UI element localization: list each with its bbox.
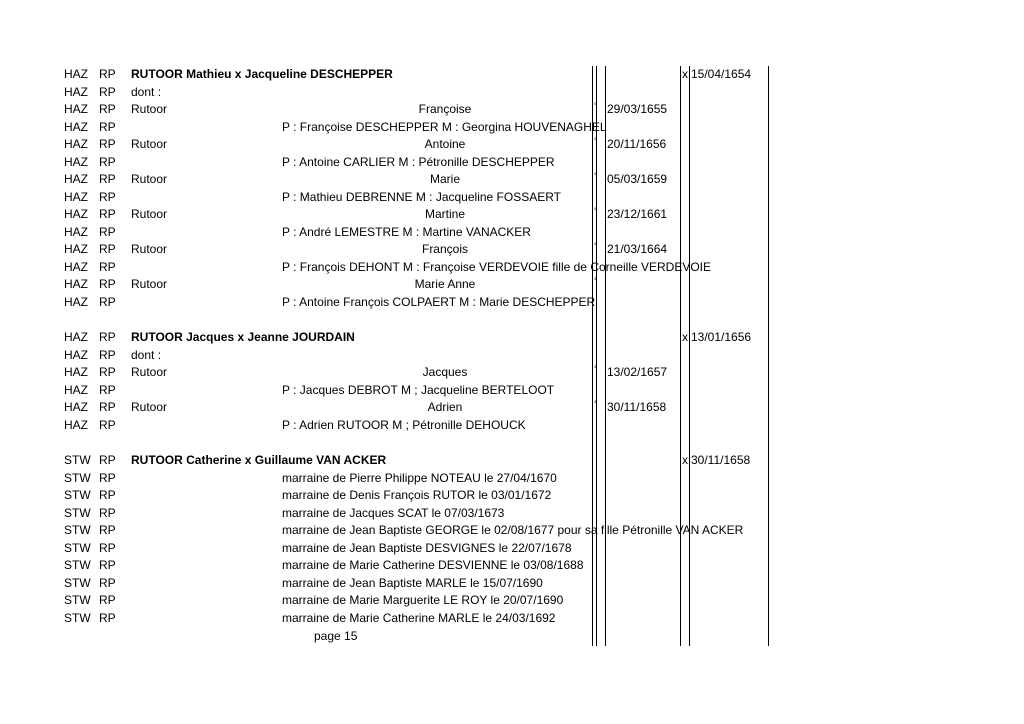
marriage-mark: x (682, 330, 688, 344)
godparents-cell: P : Antoine François COLPAERT M : Marie DESCHEPPER (282, 294, 596, 309)
table-row (0, 171, 1024, 188)
rp-cell: RP (99, 558, 116, 572)
firstname-cell: Martine (424, 207, 465, 221)
table-row (0, 136, 1024, 153)
birth-mark: ° (594, 276, 598, 286)
table-row (0, 522, 1024, 539)
surname-cell: Rutoor (131, 207, 168, 221)
birth-date: 29/03/1655 (607, 102, 668, 116)
rp-cell: RP (99, 207, 116, 221)
marriage-date: 15/04/1654 (691, 67, 752, 81)
place-cell: HAZ (64, 242, 88, 256)
place-cell: HAZ (64, 137, 88, 151)
godparents-cell: P : François DEHONT M : Françoise VERDEVOIE fille de Corneille VERDEVOIE (282, 259, 712, 274)
place-cell: HAZ (64, 102, 88, 116)
place-cell: HAZ (64, 67, 88, 81)
rp-cell: RP (99, 540, 116, 555)
godparents-cell: P : Françoise DESCHEPPER M : Georgina HOUVENAGHEL (282, 119, 607, 134)
rp-cell: RP (99, 382, 116, 397)
marriage-date: 13/01/1656 (691, 330, 752, 344)
firstname-cell: Adrien (427, 400, 463, 414)
rp-cell: RP (99, 277, 116, 291)
birth-date: 20/11/1656 (607, 137, 667, 151)
place-cell: HAZ (64, 382, 88, 397)
firstname-cell: François (421, 242, 468, 256)
place-cell: STW (64, 488, 91, 502)
marriage-date: 30/11/1658 (691, 453, 751, 467)
place-cell: STW (64, 470, 91, 485)
place-cell: HAZ (64, 224, 88, 239)
place-cell: HAZ (64, 347, 88, 362)
table-row (0, 364, 1024, 381)
godparents-cell: marraine de Marie Marguerite LE ROY le 20/07/1690 (282, 593, 564, 607)
rp-cell: RP (99, 593, 116, 607)
firstname-cell: Françoise (418, 102, 472, 116)
godparents-cell: marraine de Marie Catherine MARLE le 24/03/1692 (282, 610, 556, 625)
table-row (0, 206, 1024, 223)
firstname-cell: Marie Anne (414, 277, 476, 291)
table-row (0, 540, 1024, 557)
table-row (0, 575, 1024, 592)
table-row (0, 294, 1024, 311)
place-cell: HAZ (64, 154, 88, 169)
birth-date: 05/03/1659 (607, 172, 668, 186)
table-row (0, 119, 1024, 136)
rp-cell: RP (99, 347, 116, 362)
rp-cell: RP (99, 453, 116, 467)
godparents-cell: marraine de Pierre Philippe NOTEAU le 27/04/1670 (282, 470, 557, 485)
birth-mark: ° (594, 171, 598, 181)
godparents-cell: P : Antoine CARLIER M : Pétronille DESCHEPPER (282, 154, 555, 169)
table-row (0, 417, 1024, 434)
place-cell: HAZ (64, 417, 88, 432)
firstname-cell: Marie (429, 172, 460, 186)
rp-cell: RP (99, 294, 116, 309)
place-cell: STW (64, 558, 91, 572)
place-cell: STW (64, 505, 91, 520)
godparents-cell: P : Jacques DEBROT M ; Jacqueline BERTELOOT (282, 382, 555, 397)
place-cell: HAZ (64, 207, 88, 221)
place-cell: HAZ (64, 259, 88, 274)
godparents-cell: P : André LEMESTRE M : Martine VANACKER (282, 224, 531, 239)
rp-cell: RP (99, 189, 116, 204)
firstname-cell: Jacques (422, 365, 468, 379)
surname-cell: dont : (131, 84, 162, 99)
table-row (0, 557, 1024, 574)
marriage-mark: x (682, 453, 688, 467)
table-row (0, 592, 1024, 609)
godparents-cell: marraine de Denis François RUTOR le 03/01/1672 (282, 488, 552, 502)
surname-cell: Rutoor (131, 277, 168, 291)
godparents-cell: P : Mathieu DEBRENNE M : Jacqueline FOSSAERT (282, 189, 561, 204)
table-row (0, 259, 1024, 276)
page-number: page 15 (314, 629, 358, 643)
place-cell: HAZ (64, 365, 88, 379)
birth-mark: ° (594, 364, 598, 374)
couple-heading: RUTOOR Jacques x Jeanne JOURDAIN (131, 330, 355, 344)
table-row (0, 66, 1024, 83)
table-row (0, 84, 1024, 101)
rp-cell: RP (99, 242, 116, 256)
birth-mark: ° (594, 101, 598, 111)
table-row (0, 276, 1024, 293)
rp-cell: RP (99, 505, 116, 520)
place-cell: STW (64, 540, 91, 555)
godparents-cell: P : Adrien RUTOOR M ; Pétronille DEHOUCK (282, 417, 526, 432)
birth-date: 21/03/1664 (607, 242, 668, 256)
godparents-cell: marraine de Marie Catherine DESVIENNE le 03/08/1688 (282, 558, 584, 572)
couple-heading: RUTOOR Catherine x Guillaume VAN ACKER (131, 453, 387, 467)
rp-cell: RP (99, 137, 116, 151)
place-cell: HAZ (64, 119, 88, 134)
table-row (0, 452, 1024, 469)
rp-cell: RP (99, 154, 116, 169)
table-row (0, 487, 1024, 504)
godparents-cell: marraine de Jean Baptiste GEORGE le 02/08/1677 pour sa fille Pétronille VAN ACKER (282, 523, 744, 537)
rp-cell: RP (99, 575, 116, 590)
rp-cell: RP (99, 417, 116, 432)
table-row (0, 610, 1024, 627)
rp-cell: RP (99, 67, 116, 81)
firstname-cell: Antoine (424, 137, 466, 151)
birth-date: 23/12/1661 (607, 207, 668, 221)
rp-cell: RP (99, 488, 116, 502)
table-row (0, 154, 1024, 171)
surname-cell: Rutoor (131, 242, 168, 256)
rp-cell: RP (99, 610, 116, 625)
birth-date: 13/02/1657 (607, 365, 668, 379)
surname-cell: dont : (131, 347, 162, 362)
table-row (0, 505, 1024, 522)
rp-cell: RP (99, 365, 116, 379)
rp-cell: RP (99, 330, 116, 344)
place-cell: HAZ (64, 277, 88, 291)
place-cell: HAZ (64, 330, 88, 344)
birth-mark: ° (594, 206, 598, 216)
surname-cell: Rutoor (131, 172, 168, 186)
rp-cell: RP (99, 400, 116, 414)
place-cell: HAZ (64, 189, 88, 204)
marriage-mark: x (682, 67, 688, 81)
table-row (0, 347, 1024, 364)
place-cell: HAZ (64, 400, 88, 414)
couple-heading: RUTOOR Mathieu x Jacqueline DESCHEPPER (131, 67, 393, 81)
table-row (0, 224, 1024, 241)
place-cell: HAZ (64, 172, 88, 186)
rp-cell: RP (99, 224, 116, 239)
surname-cell: Rutoor (131, 102, 168, 116)
rp-cell: RP (99, 172, 116, 186)
place-cell: STW (64, 453, 91, 467)
birth-date: 30/11/1658 (607, 400, 667, 414)
surname-cell: Rutoor (131, 365, 168, 379)
table-row (0, 101, 1024, 118)
table-row (0, 399, 1024, 416)
godparents-cell: marraine de Jean Baptiste MARLE le 15/07/1690 (282, 575, 543, 590)
rp-cell: RP (99, 470, 116, 485)
birth-mark: ° (594, 241, 598, 251)
table-row (0, 382, 1024, 399)
surname-cell: Rutoor (131, 137, 168, 151)
place-cell: HAZ (64, 84, 88, 99)
rp-cell: RP (99, 259, 116, 274)
godparents-cell: marraine de Jean Baptiste DESVIGNES le 22/07/1678 (282, 540, 572, 555)
surname-cell: Rutoor (131, 400, 168, 414)
table-row (0, 470, 1024, 487)
rp-cell: RP (99, 84, 116, 99)
rp-cell: RP (99, 102, 116, 116)
place-cell: STW (64, 593, 91, 607)
table-row (0, 189, 1024, 206)
birth-mark: ° (594, 136, 598, 146)
place-cell: STW (64, 575, 91, 590)
table-row (0, 329, 1024, 346)
rp-cell: RP (99, 119, 116, 134)
place-cell: STW (64, 523, 91, 537)
table-row (0, 241, 1024, 258)
place-cell: STW (64, 610, 91, 625)
place-cell: HAZ (64, 294, 88, 309)
birth-mark: ° (594, 399, 598, 409)
godparents-cell: marraine de Jacques SCAT le 07/03/1673 (282, 505, 505, 520)
rp-cell: RP (99, 523, 116, 537)
